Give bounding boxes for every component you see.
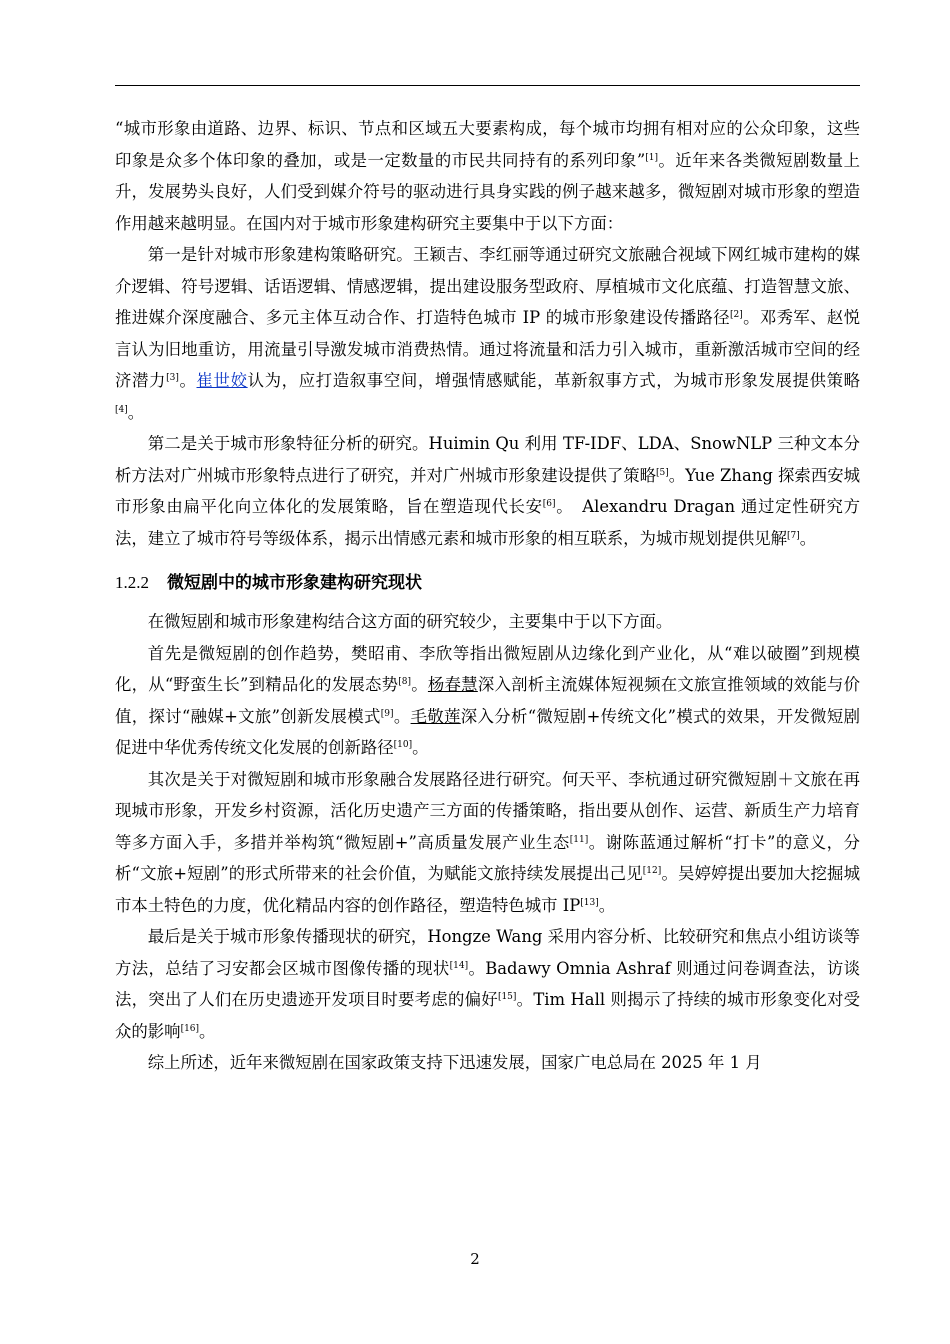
- text-run: 。: [199, 1021, 216, 1041]
- citation-ref[interactable]: [14]: [449, 960, 469, 971]
- section-number: 1.2.2: [115, 573, 149, 592]
- paragraph: [115, 113, 860, 239]
- citation-ref[interactable]: [16]: [180, 1023, 200, 1034]
- text-run: 。: [178, 371, 197, 390]
- intro-section: [115, 113, 860, 554]
- text-run: 。Tim Hall 则揭示了持续的城市形象变化对受众的影响: [115, 990, 861, 1041]
- text-run: 第一是针对城市形象建构策略研究。王颖吉、李红丽等通过研究文旅融合视域下网红城市建构的媒介逻辑、符号逻辑、话语逻辑、情感逻辑，提出建设服务型政府、厚植城市文化底蕴、打造智慧文旅、推进媒介深度融合、多元主体互动合作、打造特色城市 IP 的城市形象建设传播路径: [115, 245, 860, 327]
- text-run: 在微短剧和城市形象建构结合这方面的研究较少，主要集中于以下方面。: [147, 612, 673, 631]
- text-run: 。吴婷婷提出要加大挖掘城市本土特色的力度，优化精品内容的创作路径，塑造特色城市 IP: [115, 864, 860, 915]
- text-run: 。 Alexandru Dragan 通过定性研究方法，建立了城市符号等级体系，揭示出情感元素和城市形象的相互联系，为城市规划提供见解: [115, 497, 860, 548]
- paragraph: [115, 428, 860, 554]
- citation-ref[interactable]: [7]: [787, 530, 800, 541]
- author-name-underlined: 杨春慧: [427, 675, 478, 694]
- citation-ref[interactable]: [8]: [398, 677, 412, 687]
- text-run: 综上所述，近年来微短剧在国家政策支持下迅速发展，国家广电总局在 2025 年 1 月: [147, 1053, 762, 1072]
- citation-ref[interactable]: [3]: [166, 373, 179, 383]
- citation-ref[interactable]: [9]: [380, 708, 394, 719]
- paragraph: [115, 1047, 860, 1079]
- citation-ref[interactable]: [12]: [642, 866, 662, 876]
- text-run: 。: [412, 738, 429, 757]
- citation-ref[interactable]: [4]: [115, 404, 128, 415]
- text-run: 深入剖析主流媒体短视频在文旅宣推领域的效能与价值，探讨“融媒+文旅”创新发展模式: [115, 675, 861, 726]
- text-run: 。: [799, 528, 817, 548]
- paragraph: [115, 606, 860, 638]
- citation-ref[interactable]: [5]: [656, 467, 669, 478]
- author-name-underlined: 毛敬莲: [410, 706, 461, 726]
- text-run: 认为，应打造叙事空间，增强情感赋能，革新叙事方式，为城市形象发展提供策略: [247, 371, 861, 390]
- section-heading: [115, 566, 860, 600]
- text-run: “城市形象由道路、边界、标识、节点和区域五大要素构成，每个城市均拥有相对应的公众印象，这些印象是众多个体印象的叠加，或是一定数量的市民共同持有的系列印象”: [115, 119, 860, 170]
- citation-ref[interactable]: [10]: [393, 740, 413, 750]
- section-1-2-2-body: [115, 606, 860, 1079]
- page-number: 2: [470, 1250, 480, 1268]
- citation-ref[interactable]: [2]: [729, 310, 743, 320]
- citation-ref[interactable]: [6]: [542, 499, 556, 509]
- paragraph: [115, 239, 860, 428]
- page-body: [115, 113, 860, 1079]
- paragraph: [115, 638, 860, 764]
- paragraph: [115, 921, 860, 1047]
- paragraph: [115, 764, 860, 922]
- text-run: 。: [598, 895, 616, 915]
- header-rule: [115, 85, 860, 86]
- text-run: 第二是关于城市形象特征分析的研究。Huimin Qu 利用 TF-IDF、LDA、SnowNLP 三种文本分析方法对广州城市形象特点进行了研究，并对广州城市形象建设提供了策略: [115, 434, 860, 485]
- text-run: 。: [393, 706, 411, 726]
- text-run: 。近年来各类微短剧数量上升，发展势头良好，人们受到媒介符号的驱动进行具身实践的例子越来越多，微短剧对城市形象的塑造作用越来越明显。在国内对于城市形象建构研究主要集中于以下方面：: [115, 150, 860, 233]
- citation-ref[interactable]: [1]: [645, 152, 658, 163]
- text-run: 深入分析“微短剧+传统文化”模式的效果，开发微短剧促进中华优秀传统文化发展的创新路径: [115, 706, 861, 757]
- text-run: 。Badawy Omnia Ashraf 则通过问卷调查法，访谈法，突出了人们在历史遗迹开发项目时要考虑的偏好: [115, 958, 861, 1009]
- citation-ref[interactable]: [13]: [580, 897, 599, 908]
- text-run: 。邓秀军、赵悦言认为旧地重访，用流量引导激发城市消费热情。通过将流量和活力引入城市，重新激活城市空间的经济潜力: [115, 308, 861, 390]
- text-run: 最后是关于城市形象传播现状的研究，Hongze Wang 采用内容分析、比较研究和焦点小组访谈等方法，总结了习安都会区城市图像传播的现状: [115, 927, 860, 978]
- text-run: 其次是关于对微短剧和城市形象融合发展路径进行研究。何天平、李杭通过研究微短剧＋文旅在再现城市形象，开发乡村资源，活化历史遗产三方面的传播策略，指出要从创作、运营、新质生产力培育等多方面入手，多措并举构筑“微短剧+”高质量发展产业生态: [115, 769, 860, 852]
- text-run: 。: [127, 402, 145, 422]
- text-run: 首先是微短剧的创作趋势，樊昭甫、李欣等指出微短剧从边缘化到产业化，从“难以破圈”到规模化，从“野蛮生长”到精品化的发展态势: [115, 643, 860, 694]
- author-link[interactable]: 崔世姣: [196, 371, 248, 390]
- text-run: 。谢陈蓝通过解析“打卡”的意义，分析“文旅+短剧”的形式所带来的社会价值，为赋能文旅持续发展提出己见: [115, 832, 860, 883]
- citation-ref[interactable]: [11]: [569, 834, 589, 845]
- citation-ref[interactable]: [15]: [497, 992, 517, 1002]
- text-run: 。Yue Zhang 探索西安城市形象由扁平化向立体化的发展策略，旨在塑造现代长安: [115, 465, 860, 516]
- text-run: 。: [411, 675, 428, 694]
- section-title: 微短剧中的城市形象建构研究现状: [167, 573, 422, 593]
